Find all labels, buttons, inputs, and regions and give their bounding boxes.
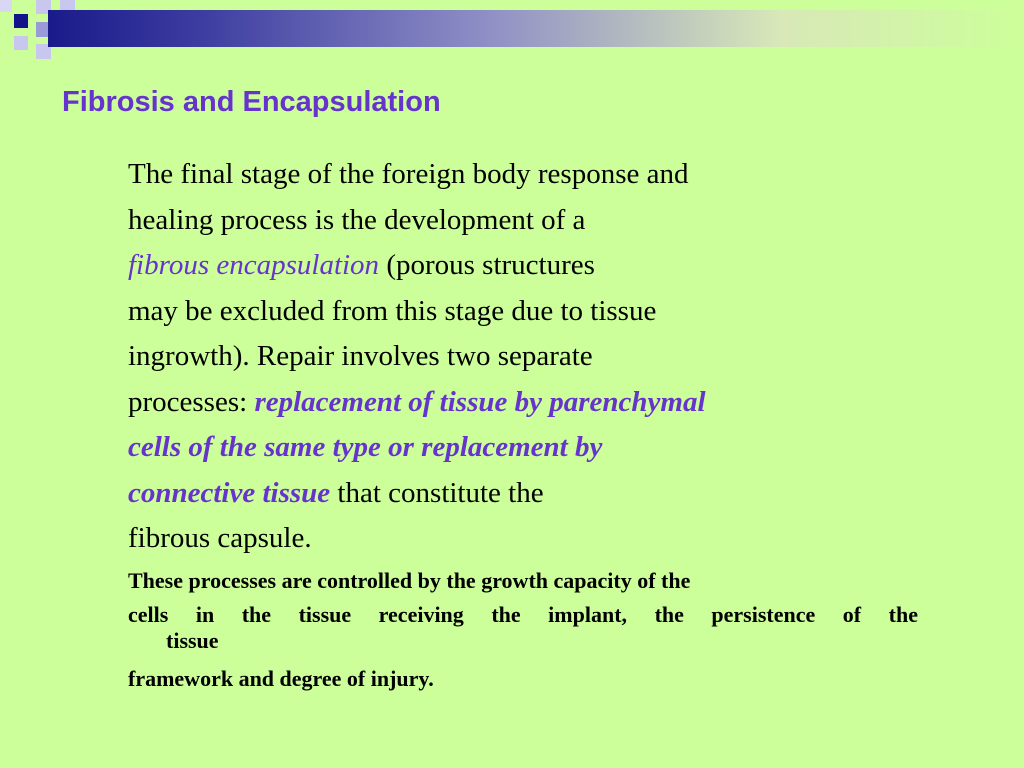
body-line [128,380,918,426]
slide-body [128,152,918,694]
body-line: fibrous capsule. [128,522,312,554]
note-line: These processes are controlled by the growth capacity of the [128,567,691,593]
body-line [128,471,918,517]
note-line: cells in the tissue receiving the implant, the persistence of the [128,601,918,627]
body-line: The final stage of the foreign body response and [128,158,689,190]
body-line: may be excluded from this stage due to tissue [128,294,657,327]
body-line [128,425,918,471]
decor-square [0,0,12,12]
body-text-span: (porous structures [379,249,595,281]
decor-square [14,14,28,28]
highlight-text: cells of the same type or replacement by [128,431,603,463]
note-line: framework and degree of injury. [128,665,434,691]
note-line: tissue [166,627,219,653]
slide-title: Fibrosis and Encapsulation [62,86,441,118]
body-text-span: that constitute the [330,476,544,509]
highlight-text: connective tissue [128,476,331,509]
decor-square [14,36,28,50]
body-line: healing process is the development of a [128,203,586,236]
header-gradient-bar [48,10,1024,47]
body-line [128,243,918,289]
highlight-text: replacement of tissue by parenchymal [254,385,706,418]
body-text-span: processes: [128,385,255,418]
body-line: ingrowth). Repair involves two separate [128,340,593,372]
highlight-text: fibrous encapsulation [128,249,380,281]
